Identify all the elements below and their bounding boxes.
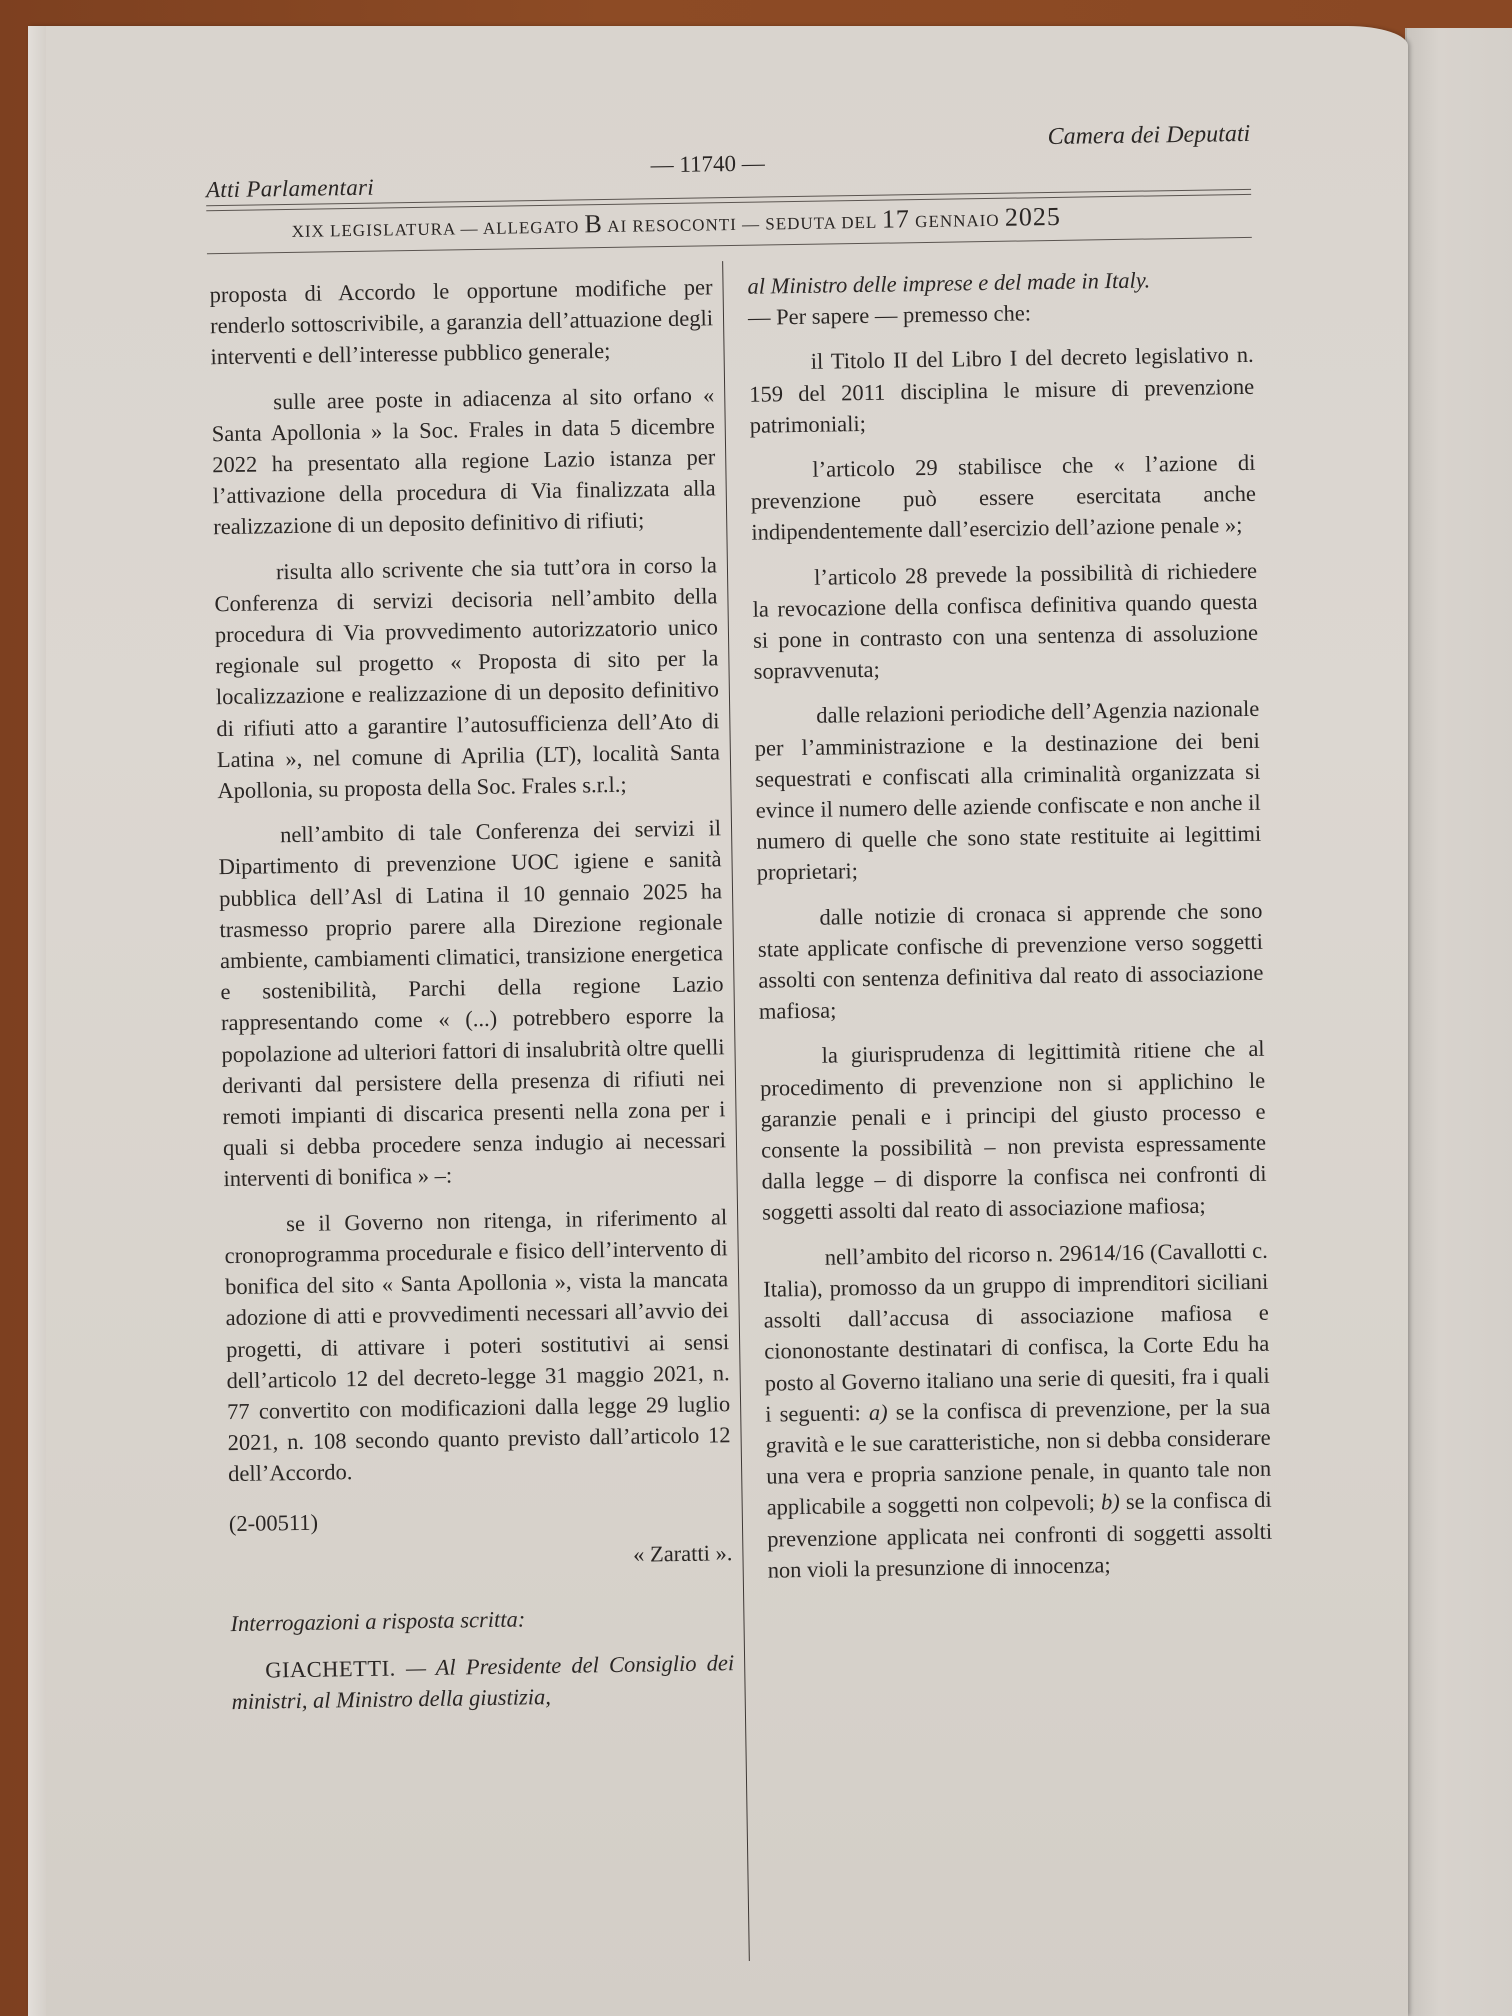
section-title: Interrogazioni a risposta scritta: [230, 1606, 526, 1636]
signature: « Zaratti ». [632, 1539, 733, 1567]
paragraph: l’articolo 29 stabilisce che « l’azione di prevenzione può essere esercitata anche indipendentemente dall’esercizio dell’azione penale »; [750, 449, 1257, 546]
left-column [209, 271, 735, 1731]
text-run: se la confisca di prevenzione, per la sua gravità e le sue caratteristiche, non si debba considerare una vera e propria sanzione penale, in quanto tale non applicabile a soggetti non colpevoli; [765, 1393, 1272, 1520]
paragraph: risulta allo scrivente che sia tutt’ora in corso la Conferenza di servizi decisoria nell’ambito della procedura di Via provvedimento autorizzatorio unico regionale sul progetto « Proposta di sito per la localizzazione e realizzazione di un deposito definitivo di rifiuti atto a garantire l’autosufficienza dell’Ato di Latina », nel comune di Aprilia (LT), località Santa Apollonia, su proposta della Soc. Frales s.r.l.; [214, 551, 721, 804]
paragraph: il Titolo II del Libro I del decreto legislativo n. 159 del 2011 disciplina le misure di prevenzione patrimoniali; [749, 342, 1255, 438]
paragraph-cavallotti [763, 1234, 1273, 1585]
list-marker-a: a) [868, 1399, 888, 1425]
author-name: GIACHETTI. [265, 1655, 396, 1683]
allegato-letter: B [584, 209, 604, 239]
page-stack-edge [28, 26, 46, 2016]
seduta-year: 2025 [1004, 201, 1062, 232]
addressees-end: al Ministro delle imprese e del made in Italy. [747, 267, 1151, 299]
addressees-start: — Al Presidente del Consiglio dei ministri, al Ministro della giustizia, [231, 1650, 735, 1715]
resoconti-label: AI RESOCONTI — SEDUTA DEL [602, 212, 883, 237]
act-code: (2-00511) [228, 1509, 319, 1536]
paragraph: dalle relazioni periodiche dell’Agenzia nazionale per l’amministrazione e la destinazione dei beni sequestrati e confiscati alla criminalità organizzata si evince il numero delle aziende confiscate e non anche il numero di quelle che sono state restituite ai legittimi proprietari; [754, 696, 1262, 886]
paragraph: nell’ambito di tale Conferenza dei servizi il Dipartimento di prevenzione UOC igiene e sanità pubblica dell’Asl di Latina il 10 gennaio 2025 ha trasmesso proprio parere alla Direzione regionale ambiente, cambiamenti climatici, transizione energetica e sostenibilità, Parchi della regione Lazio rappresentando come « (...) potrebbero esporre la popolazione ad ulteriori fattori di insalubrità oltre quelli derivanti dal persistere della presenza di rifiuti nei remoti impianti di discarica presenti nella zona per i quali si debba procedere senza indugio ai necessari interventi di bonifica » –: [218, 815, 727, 1192]
allegato-sep: — ALLEGATO [455, 217, 585, 239]
interrogation-heading [231, 1647, 735, 1717]
list-marker-b: b) [1100, 1489, 1120, 1515]
header-right-title: Camera dei Deputati [1047, 120, 1251, 151]
addressees-block [747, 263, 1253, 333]
header-subtitle [291, 202, 1061, 244]
paragraph: proposta di Accordo le opportune modifiche per renderlo sottoscrivibile, a garanzia dell’attuazione degli interventi e dell’interesse pubblico generale; [209, 274, 714, 370]
page-content [160, 113, 1299, 1960]
page-number: — 11740 — [650, 150, 765, 178]
seduta-month: GENNAIO [909, 210, 1006, 232]
paragraph: se il Governo non ritenga, in riferimento al cronoprogramma procedurale e fisico dell’intervento di bonifica del sito « Santa Apollonia », vista la mancata adozione di atti e provvedimenti necessari all’avvio dei progetti, di attivare i poteri sostitutivi ai sensi dell’articolo 12 del decreto-legge 31 maggio 2021, n. 77 convertito con modificazioni dalla legge 29 luglio 2021, n. 108 secondo quanto previsto dall’articolo 12 dell’Accordo. [224, 1203, 731, 1487]
header-left-title: Atti Parlamentari [205, 174, 375, 203]
seduta-day: 17 [881, 204, 911, 234]
paragraph: la giurisprudenza di legittimità ritiene che al procedimento di prevenzione non si applichino le garanzie penali e i principi del giusto processo e consente la possibilità – non prevista espressamente dalla legge – di disporre la confisca nei confronti di soggetti assolti dal reato di associazione mafiosa; [759, 1036, 1267, 1226]
paragraph: dalle notizie di cronaca si apprende che sono state applicate confische di prevenzione verso soggetti assolti con sentenza definitiva dal reato di associazione mafiosa; [757, 897, 1264, 1024]
per-sapere: — Per sapere — premesso che: [747, 300, 1032, 330]
paragraph: l’articolo 28 prevede la possibilità di richiedere la revocazione della confisca definitiva quando questa si pone in contrasto con una sentenza di assoluzione sopravvenuta; [752, 557, 1259, 684]
legislatura-label: XIX LEGISLATURA [291, 219, 456, 241]
paragraph: sulle aree poste in adiacenza al sito orfano « Santa Apollonia » la Soc. Frales in data 5 dicembre 2022 ha presentato alla regione Lazio istanza per l’attivazione della procedura di Via finalizzata alla realizzazione di un deposito definitivo di rifiuti; [211, 381, 716, 540]
text-run: nell’ambito del ricorso n. 29614/16 (Cavallotti c. Italia), promosso da un gruppo di imprenditori siciliani assolti dall’accusa di associazione mafiosa e ciononostante destinatari di confisca, la Corte Edu ha posto al Governo italiano una serie di quesiti, fra i quali i seguenti: [763, 1237, 1270, 1427]
text-run: se la confisca di prevenzione applicata nei confronti di soggetti assolti non violi la presunzione di innocenza; [767, 1487, 1273, 1583]
next-page-edge [1405, 28, 1512, 2016]
right-column [747, 263, 1273, 1600]
